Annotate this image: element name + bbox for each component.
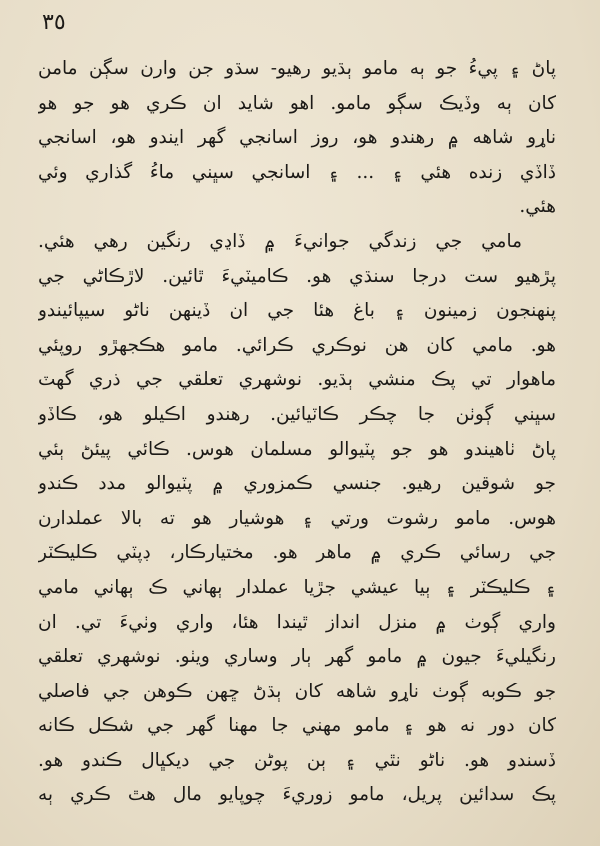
text-line: ناړو شاهه ۾ رهندو هو، روز اسانجي گهر ايندو هو، اسانجي: [38, 127, 556, 149]
text-line: جو ڪوبه ڳوٺ ناړو شاهه کان ٻڌڻ ڇهن ڪوهن جي فاصلي: [38, 680, 556, 702]
text-line: هئي.: [519, 196, 556, 218]
text-line: پڪ سدائين پريل، مامو زوريءَ چوپايو مال هٿ ڪري ٻه: [38, 784, 556, 806]
text-line: جو شوقين رهيو. جنسي ڪمزوري ۾ پٽيوالو مدد ڪندو: [38, 473, 556, 495]
text-line: جي رسائي ڪري ۾ ماهر هو. مختيارڪار، ڊپٽي ڪليڪٽر: [38, 542, 556, 564]
text-line: ۽ ڪليڪٽر ۽ ٻيا عيشي جڙيا عملدار ٻهاني ڪ ٻهاني مامي: [38, 576, 556, 598]
text-line: پڙهيو ست درجا سنڌي هو. ڪاميٽيءَ ٿائين. لاڙڪاڻي جي: [38, 265, 556, 287]
text-line: ڏسندو هو. ناڻو نٿي ۽ ٻن پوڻن جي ديکڀال ڪندو هو.: [38, 749, 556, 771]
body-text: [38, 52, 556, 813]
page-number: ٣٥: [42, 10, 66, 35]
text-line: پاڻ ٺاهيندو هو جو پٽيوالو مسلمان هوس. ڪائي پيئڻ ٻئي: [38, 438, 556, 460]
text-line: سڀني ڳوٺن جا چڪر ڪاٽيائين. رهندو اڪيلو هو، ڪاڏو: [38, 403, 556, 425]
text-line: کان ٻه وڏيڪ سڳو مامو. اهو شايد ان ڪري هو جو هو: [38, 92, 556, 114]
text-line: واري ڳوٺ ۾ منزل انداز ٿيندا هئا، واري وٺيءَ تي. ان: [38, 611, 556, 633]
text-line: رنگيليءَ جيون ۾ مامو گهر ٻار وساري ويٺو. نوشهري تعلقي: [38, 646, 556, 668]
text-line: پنهنجون زمينون ۽ باغ هئا جي ان ڏينهن ناڻو سيپائيندو: [38, 300, 556, 322]
text-line: پاڻ ۽ پيءُ جو ٻه مامو ٻڌيو رهيو- سڌو جن وارن سڳن مامن: [38, 58, 556, 79]
text-line: ڏاڏي زنده هئي ۽ ... ۽ اسانجي سڀني ماءُ گذاري وئي: [38, 161, 556, 183]
text-line: کان دور نه هو ۽ مامو مهني جا مهنا گهر جي شڪل ڪانه: [38, 715, 556, 737]
text-line: ماهوار تي پڪ منشي ٻڌيو. نوشهري تعلقي جي ذري گهٽ: [38, 369, 556, 391]
text-line: مامي جي زندگي جوانيءَ ۾ ڏاڍي رنگين رهي هئي.: [38, 230, 522, 252]
text-line: هو. مامي کان هن نوڪري ڪرائي. مامو هڪجهڙو روپئي: [38, 334, 556, 356]
text-line: هوس. مامو رشوت ورتي ۽ هوشيار هو ته بالا عملدارن: [38, 507, 556, 529]
